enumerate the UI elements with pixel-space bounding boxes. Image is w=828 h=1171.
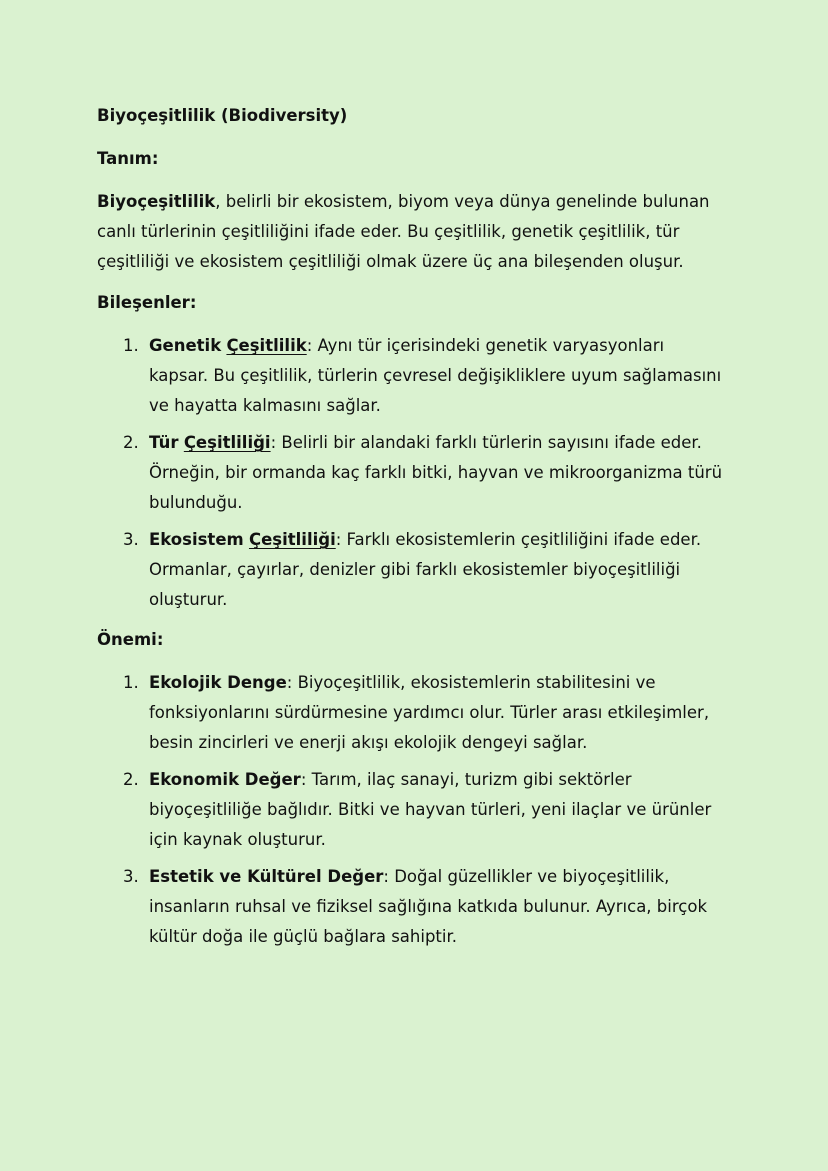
importance-heading: Önemi:	[97, 630, 164, 649]
definition-term: Biyoçeşitlilik	[97, 192, 216, 211]
list-item-term-a: Genetik	[149, 336, 222, 355]
list-item-text: : Aynı tür içerisindeki genetik varyasyonları kapsar. Bu çeşitlilik, türlerin çevresel değişikliklere uyum sağlamasını ve hayatta kalmasını sağlar.	[149, 336, 722, 415]
list-item	[97, 525, 728, 615]
list-item-number: 2.	[123, 433, 139, 452]
importance-list	[97, 668, 728, 952]
definition-heading: Tanım:	[97, 149, 159, 168]
list-item	[97, 331, 728, 421]
list-item-number: 1.	[123, 336, 139, 355]
list-item	[97, 862, 728, 952]
list-item-number: 1.	[123, 673, 139, 692]
list-item	[97, 428, 728, 518]
document-title: Biyoçeşitlilik (Biodiversity)	[97, 106, 348, 125]
components-heading: Bileşenler:	[97, 293, 197, 312]
list-item	[97, 668, 728, 758]
list-item-term: Ekonomik Değer	[149, 770, 301, 789]
list-item-term-b: Çeşitliliği	[248, 530, 336, 549]
definition-paragraph	[97, 187, 728, 277]
list-item-number: 2.	[123, 770, 139, 789]
list-item-number: 3.	[123, 530, 139, 549]
list-item-text: : Belirli bir alandaki farklı türlerin sayısını ifade eder. Örneğin, bir ormanda kaç farklı bitki, hayvan ve mikroorganizma türü bulunduğu.	[149, 433, 723, 512]
list-item-term: Ekolojik Denge	[149, 673, 287, 692]
list-item-term-a: Ekosistem	[149, 530, 244, 549]
definition-text: , belirli bir ekosistem, biyom veya dünya genelinde bulunan canlı türlerinin çeşitliliğini ifade eder. Bu çeşitlilik, genetik çeşitlilik, tür çeşitliliği ve ekosistem çeşitliliği olmak üzere üç ana bileşenden oluşur.	[97, 192, 710, 271]
list-item-number: 3.	[123, 867, 139, 886]
list-item-term-a: Tür	[149, 433, 179, 452]
list-item	[97, 765, 728, 855]
list-item-text: : Biyoçeşitlilik, ekosistemlerin stabilitesini ve fonksiyonlarını sürdürmesine yardımcı olur. Türler arası etkileşimler, besin zincirleri ve enerji akışı ekolojik dengeyi sağlar.	[149, 673, 710, 752]
components-list	[97, 331, 728, 615]
list-item-text: : Doğal güzellikler ve biyoçeşitlilik, insanların ruhsal ve fiziksel sağlığına katkıda bulunur. Ayrıca, birçok kültür doğa ile güçlü bağlara sahiptir.	[149, 867, 707, 946]
list-item-text: : Tarım, ilaç sanayi, turizm gibi sektörler biyoçeşitliliğe bağlıdır. Bitki ve hayvan türleri, yeni ilaçlar ve ürünler için kaynak oluşturur.	[149, 770, 712, 849]
list-item-term-b: Çeşitlilik	[226, 336, 307, 355]
list-item-text: : Farklı ekosistemlerin çeşitliliğini ifade eder. Ormanlar, çayırlar, denizler gibi farklı ekosistemler biyoçeşitliliği oluşturur.	[149, 530, 702, 609]
list-item-term: Estetik ve Kültürel Değer	[149, 867, 384, 886]
list-item-term-b: Çeşitliliği	[183, 433, 271, 452]
